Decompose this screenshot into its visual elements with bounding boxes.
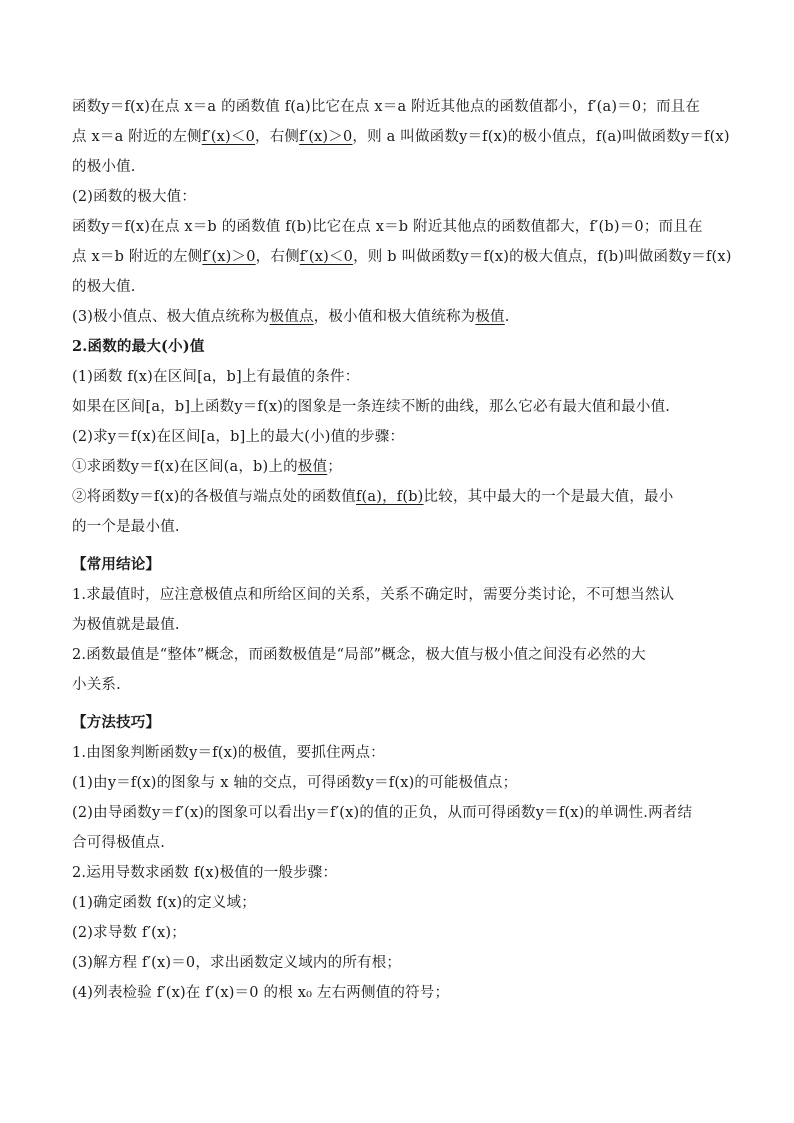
method-2-step-4: (4)列表检验 f′(x)在 f′(x)＝0 的根 x₀ 左右两侧值的符号；	[72, 985, 450, 1001]
section-2-line-2: 如果在区间[a，b]上函数y＝f(x)的图象是一条连续不断的曲线，那么它必有最大值和最小值.	[72, 399, 671, 415]
extremum-def: (3)极小值点、极大值点统称为极值点，极小值和极大值统称为极值.	[72, 309, 510, 325]
section-2-step-2: ②将函数y＝f(x)的各极值与端点处的函数值f(a)，f(b)比较，其中最大的一个是最大值，最小	[72, 489, 674, 505]
document-body	[72, 92, 732, 1008]
max-def-title: (2)函数的极大值：	[72, 189, 197, 205]
spacer	[72, 700, 732, 708]
underlined-answer: f′(x)＞0	[202, 249, 256, 265]
max-def-line-1: 函数y＝f(x)在点 x＝b 的函数值 f(b)比它在点 x＝b 附近其他点的函数值都大，f′(b)＝0；而且在	[72, 219, 703, 235]
methods-title: 【方法技巧】	[72, 714, 161, 731]
conclusion-2-line-2: 小关系.	[72, 677, 121, 693]
underlined-answer: 极值	[475, 309, 505, 325]
section-2-line-1: (1)函数 f(x)在区间[a，b]上有最值的条件：	[72, 369, 360, 385]
method-2-intro: 2.运用导数求函数 f(x)极值的一般步骤：	[72, 865, 338, 881]
conclusions-title: 【常用结论】	[72, 556, 161, 573]
underlined-answer: f(a)，f(b)	[355, 489, 424, 505]
min-def-line-1: 函数y＝f(x)在点 x＝a 的函数值 f(a)比它在点 x＝a 附近其他点的函数值都小，f′(a)＝0；而且在	[72, 99, 701, 115]
section-2-line-3: (2)求y＝f(x)在区间[a，b]上的最大(小)值的步骤：	[72, 429, 405, 445]
max-def-line-2: 点 x＝b 附近的左侧f′(x)＞0，右侧f′(x)＜0，则 b 叫做函数y＝f(x)的极大值点，f(b)叫做函数y＝f(x)	[72, 249, 732, 265]
min-def-line-2: 点 x＝a 附近的左侧f′(x)＜0，右侧f′(x)＞0，则 a 叫做函数y＝f(x)的极小值点，f(a)叫做函数y＝f(x)	[72, 129, 730, 145]
spacer	[72, 542, 732, 550]
underlined-answer: 极值点	[269, 309, 314, 325]
underlined-answer: f′(x)＜0	[201, 129, 256, 145]
method-1-point-2: (2)由导函数y＝f′(x)的图象可以看出y＝f′(x)的值的正负，从而可得函数y＝f(x)的单调性.两者结	[72, 805, 693, 821]
method-2-step-2: (2)求导数 f′(x)；	[72, 925, 186, 941]
method-1-intro: 1.由图象判断函数y＝f(x)的极值，要抓住两点：	[72, 745, 385, 761]
method-2-step-1: (1)确定函数 f(x)的定义域；	[72, 895, 256, 911]
section-2-step-2-cont: 的一个是最小值.	[72, 519, 180, 535]
method-1-point-1: (1)由y＝f(x)的图象与 x 轴的交点，可得函数y＝f(x)的可能极值点；	[72, 775, 518, 791]
conclusion-2-line-1: 2.函数最值是“整体”概念，而函数极值是“局部”概念，极大值与极小值之间没有必然的大	[72, 647, 646, 663]
section-2-title: 2.函数的最大(小)值	[72, 338, 205, 355]
method-1-point-2-cont: 合可得极值点.	[72, 835, 166, 851]
method-2-step-3: (3)解方程 f′(x)＝0，求出函数定义域内的所有根；	[72, 955, 402, 971]
min-def-line-3: 的极小值.	[72, 159, 136, 175]
underlined-answer: f′(x)＞0	[299, 129, 353, 145]
underlined-answer: 极值	[297, 459, 328, 475]
section-2-step-1: ①求函数y＝f(x)在区间(a，b)上的极值；	[72, 459, 342, 475]
conclusion-1-line-2: 为极值就是最值.	[72, 617, 180, 633]
max-def-line-3: 的极大值.	[72, 279, 136, 295]
underlined-answer: f′(x)＜0	[299, 249, 354, 265]
conclusion-1-line-1: 1.求最值时，应注意极值点和所给区间的关系，关系不确定时，需要分类讨论，不可想当然认	[72, 587, 675, 603]
